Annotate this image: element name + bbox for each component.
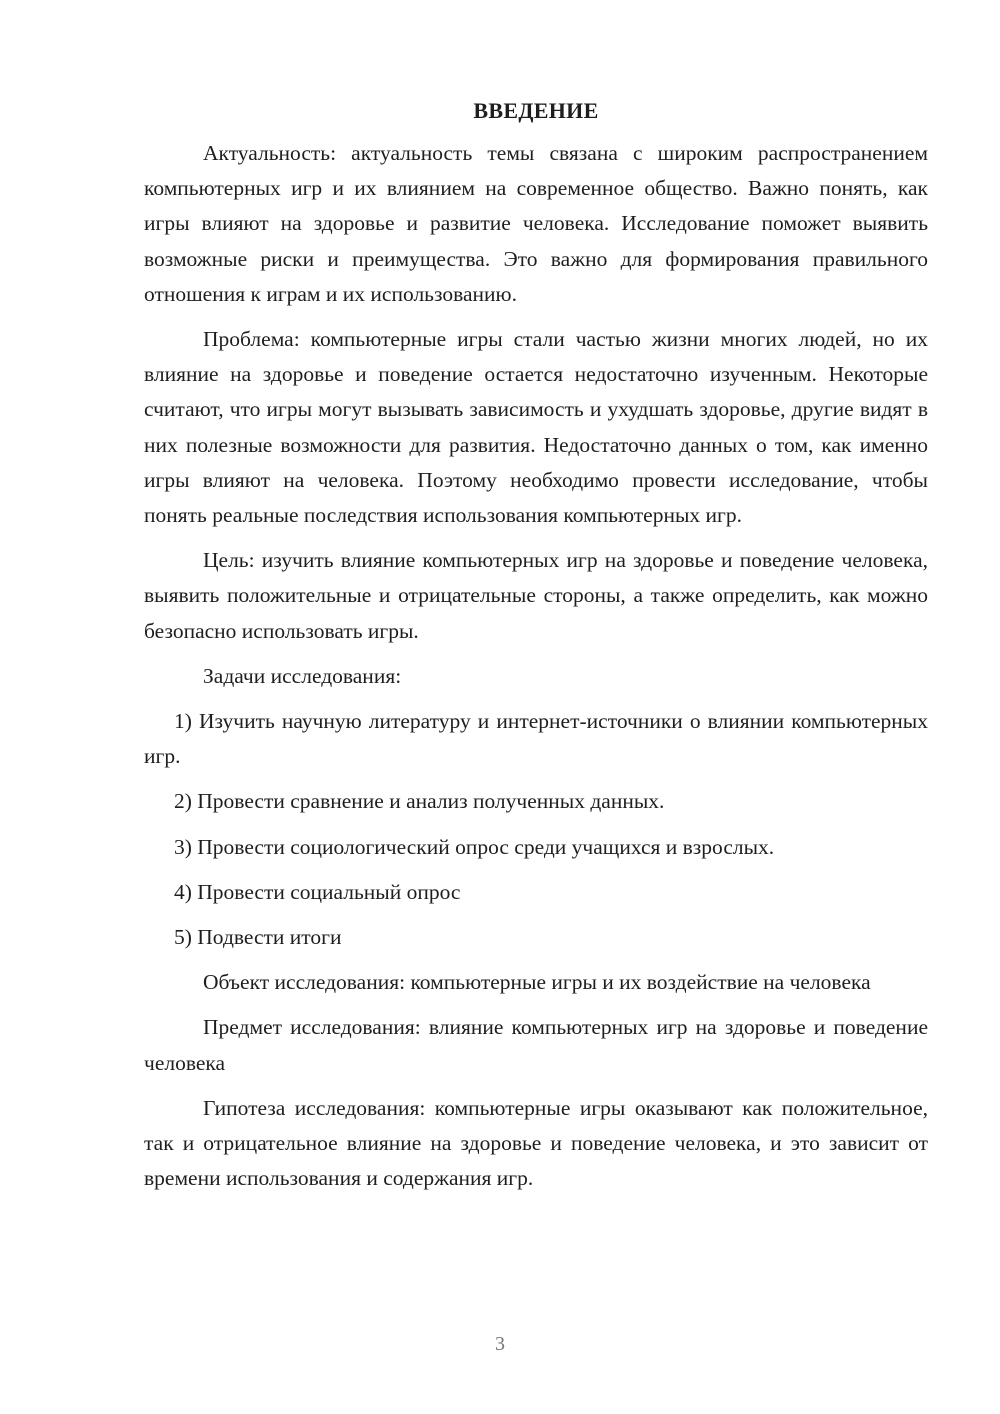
goal-paragraph: Цель: изучить влияние компьютерных игр на здоровье и поведение человека, выявить положительные и отрицательные стороны, а также определить, как можно безопасно использовать игры. (144, 548, 928, 643)
subject-paragraph: Предмет исследования: влияние компьютерных игр на здоровье и поведение человека (144, 1015, 928, 1075)
relevance-paragraph: Актуальность: актуальность темы связана с широким распространением компьютерных игр и их влиянием на современное общество. Важно понять, как игры влияют на здоровье и развитие человека. Исследование поможет выявить возможные риски и преимущества. Это важно для формирования правильного отношения к играм и их использованию. (144, 141, 928, 306)
object-paragraph: Объект исследования: компьютерные игры и их воздействие на человека (203, 970, 871, 995)
task-item: 5) Подвести итоги (174, 925, 342, 950)
task-item: 4) Провести социальный опрос (174, 879, 461, 904)
hypothesis-paragraph: Гипотеза исследования: компьютерные игры оказывают как положительное, так и отрицательное влияние на здоровье и поведение человека, и это зависит от времени использования и содержания игр. (144, 1095, 928, 1191)
page-number: 3 (495, 1333, 505, 1355)
task-item: 1) Изучить научную литературу и интернет-источники о влиянии компьютерных игр. (144, 709, 928, 769)
page-title: ВВЕДЕНИЕ (473, 98, 599, 123)
task-item: 2) Провести сравнение и анализ полученных данных. (174, 789, 665, 814)
task-item: 3) Провести социологический опрос среди учащихся и взрослых. (174, 834, 775, 859)
problem-paragraph: Проблема: компьютерные игры стали частью жизни многих людей, но их влияние на здоровье и поведение остается недостаточно изученным. Некоторые считают, что игры могут вызывать зависимость и ухудшать здоровье, другие видят в них полезные возможности для развития. Недостаточно данных о том, как именно игры влияют на человека. Поэтому необходимо провести исследование, чтобы понять реальные последствия использования компьютерных игр. (144, 327, 928, 528)
document-page (144, 96, 928, 1206)
tasks-heading: Задачи исследования: (203, 663, 402, 688)
